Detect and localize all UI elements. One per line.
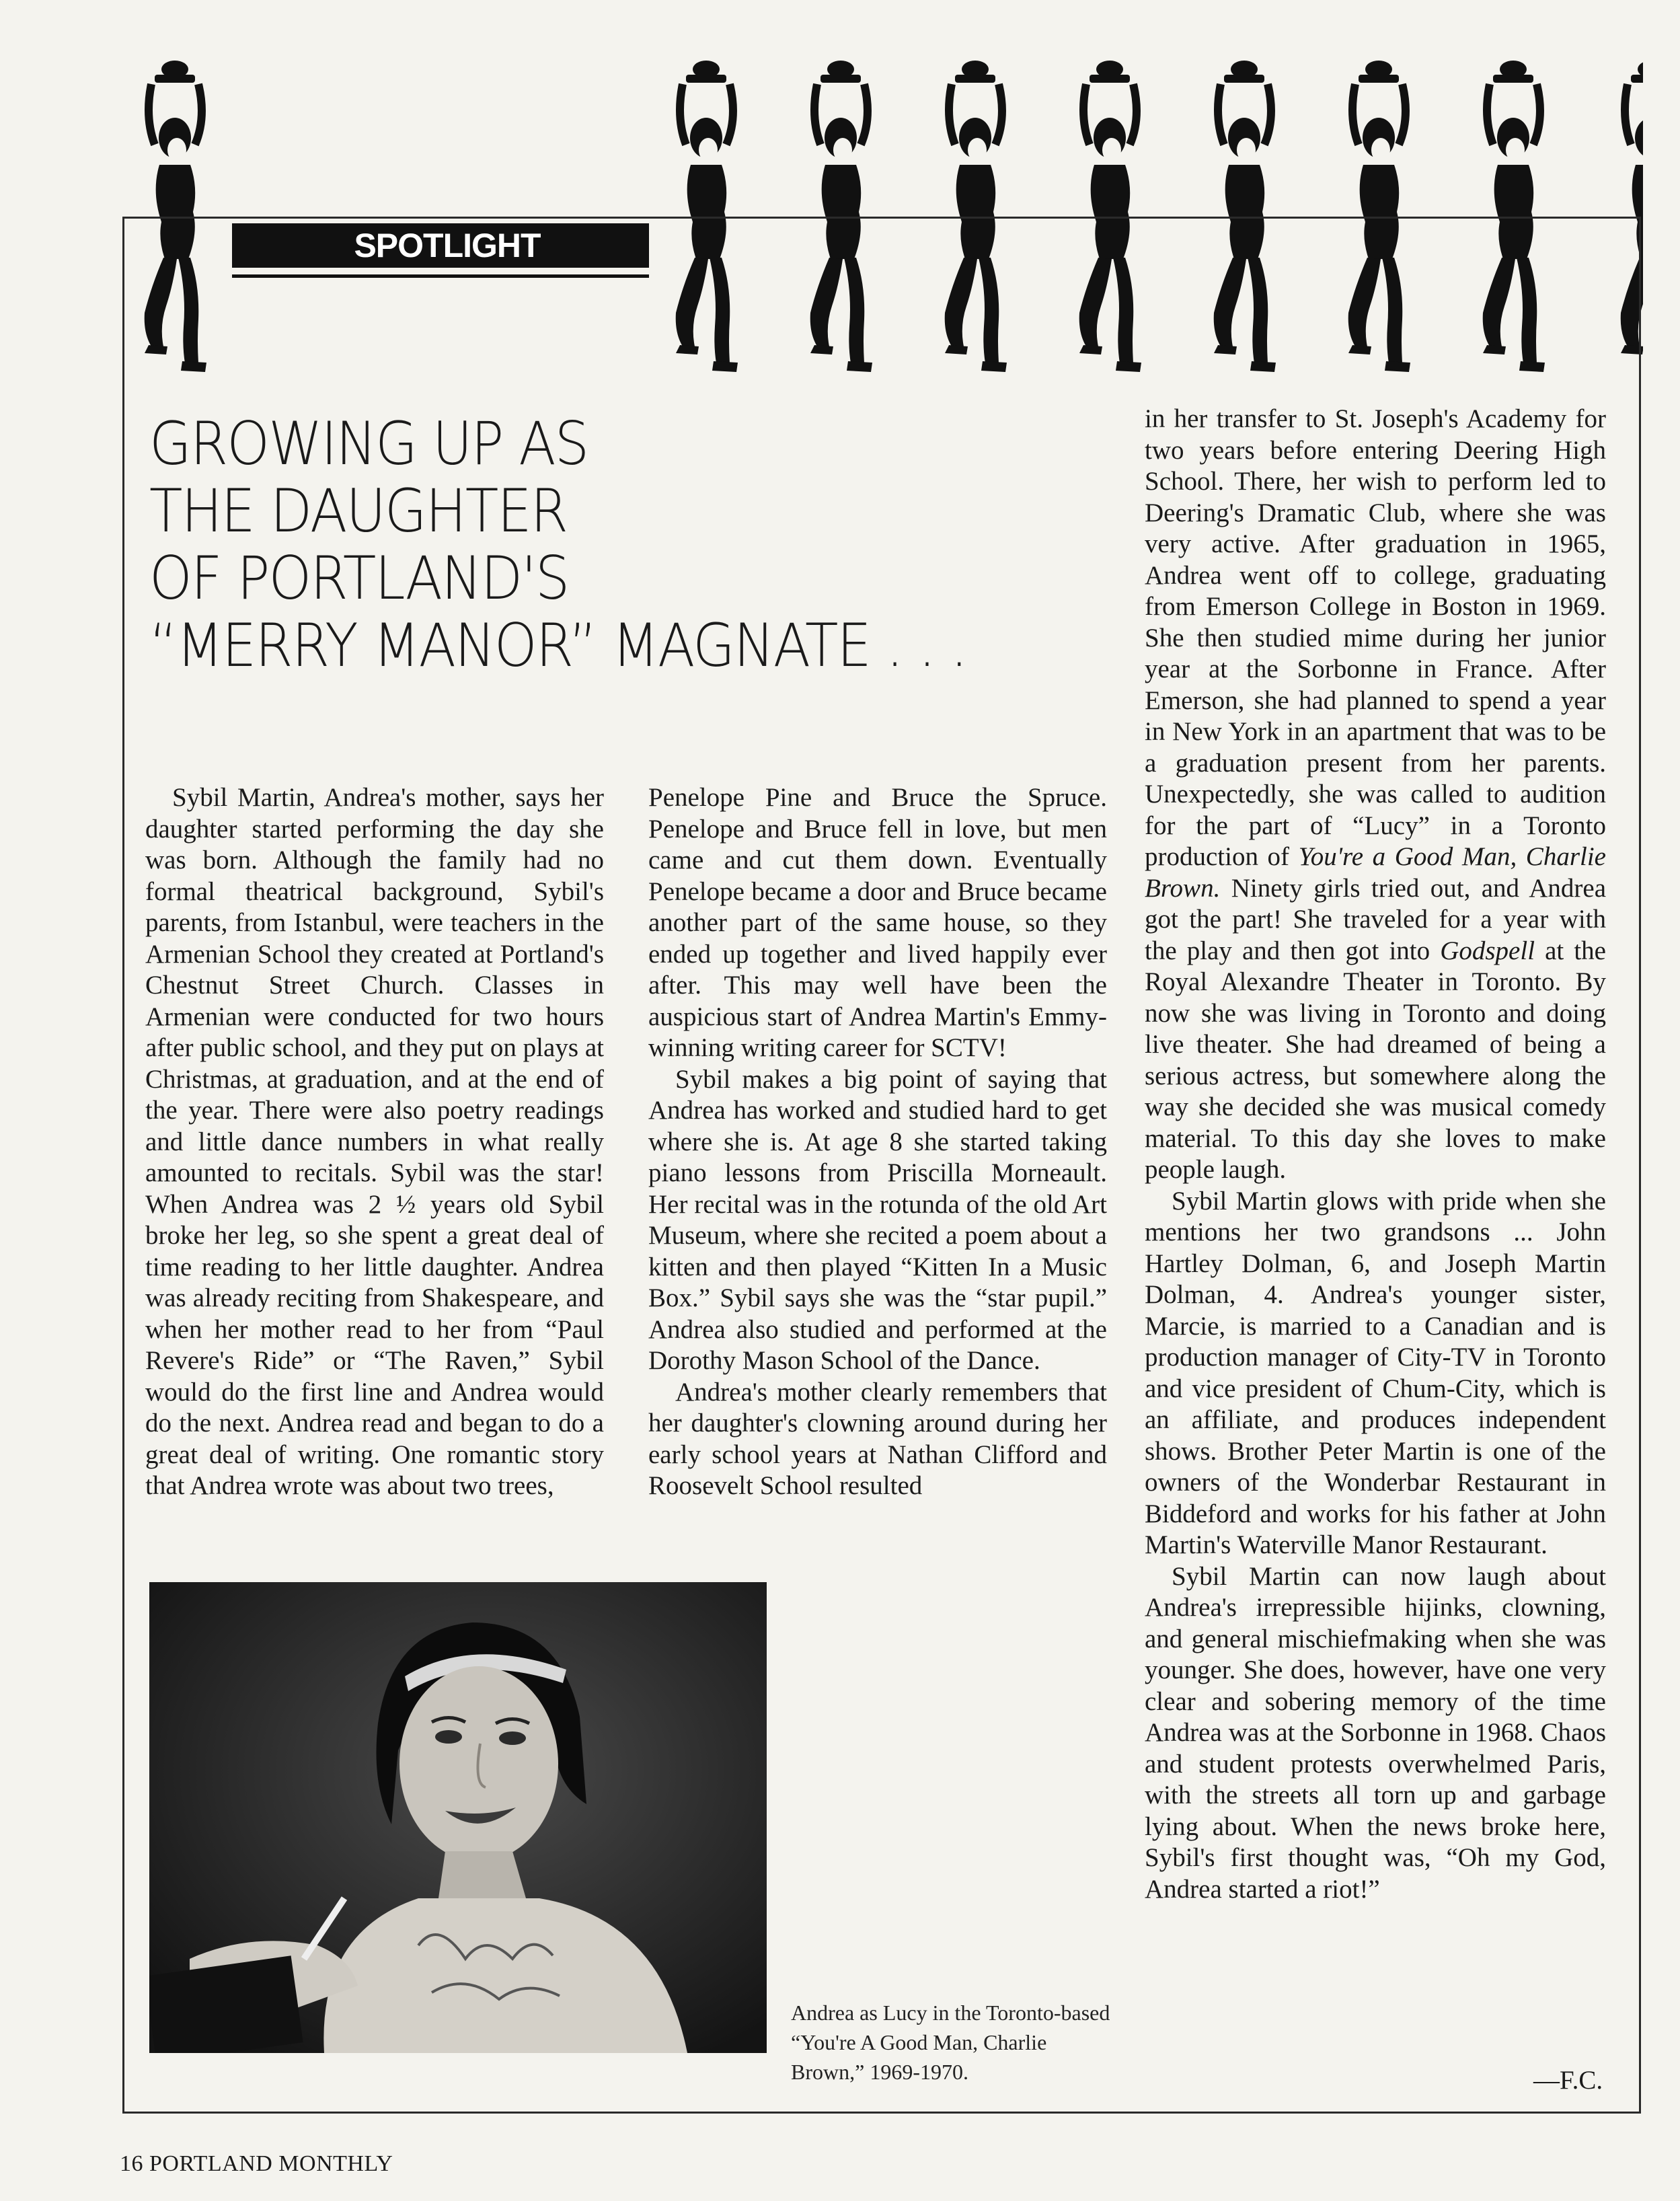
play-title: Godspell <box>1440 936 1535 965</box>
text-run: in her transfer to St. Joseph's Academy for two years before entering Deering High School. There, her wish to perform led to Deering's Dramatic Club, where she was very active. After graduation in 1965, Andrea went off to college, graduating from Emerson College in Boston in 1969. She then studied mime during her junior year at the Sorbonne in France. After Emerson, she had planned to spend a year in New York in an apartment that was to be a graduation present from her parents. Unexpectedly, she was called to audition for the part of “Lucy” in a Toronto production of <box>1145 404 1606 871</box>
section-rule <box>232 274 649 278</box>
photo-andrea-as-lucy <box>149 1582 767 2053</box>
photo-caption: Andrea as Lucy in the Toronto-based “You're A Good Man, Charlie Brown,” 1969-1970. <box>791 2001 1110 2084</box>
headline-line: GROWING UP AS <box>149 409 588 478</box>
paragraph <box>1145 404 1606 1186</box>
headline-line: “MERRY MANOR” MAGNATE . . . <box>149 611 967 680</box>
headline-line: THE DAUGHTER <box>149 476 568 546</box>
article-column-2 <box>648 782 1107 1563</box>
headline-line: OF PORTLAND'S <box>149 544 569 613</box>
text-run: at the Royal Alexandre Theater in Toronto. By now she was living in Toronto and doing live theater. She had dreamed of being a serious actress, but somewhere along the way she decided she was musical comedy material. To this day she loves to make people laugh. <box>1145 936 1606 1184</box>
paragraph: Penelope Pine and Bruce the Spruce. Penelope and Bruce fell in love, but men came and cut them down. Eventually Penelope became a door and Bruce became another part of the same house, so they ended up together and lived happily ever after. This may well have been the auspicious start of Andrea Martin's Emmy-winning writing career for SCTV! <box>648 783 1107 1062</box>
paragraph: Sybil Martin, Andrea's mother, says her daughter started performing the day she was born. Although the family had no formal theatrical background, Sybil's parents, from Istanbul, were teachers in the Armenian School they created at Portland's Chestnut Street Church. Classes in Armenian were conducted for two hours after public school, and they put on plays at Christmas, at graduation, and at the end of the year. There were also poetry readings and little dance numbers in what really amounted to recitals. Sybil was the star! When Andrea was 2 ½ years old Sybil broke her leg, so she spent a great deal of time reading to her little daughter. Andrea was already reciting from Shakespeare, and when her mother read to her from “Paul Revere's Ride” or “The Raven,” Sybil would do the first line and Andrea would do the next. Andrea read and began to do a great deal of writing. One romantic story that Andrea wrote was about two trees, <box>145 783 604 1500</box>
section-label-bar <box>232 223 649 268</box>
portrait-illustration <box>149 1582 767 2053</box>
paragraph: Sybil Martin can now laugh about Andrea's irrepressible hijinks, clowning, and general mischiefmaking when she was younger. She does, however, have one very clear and sobering memory of the time Andrea was at the Sorbonne in 1968. Chaos and student protests overwhelmed Paris, with the streets all torn up and garbage lying about. When the news broke here, Sybil's first thought was, “Oh my God, Andrea started a riot!” <box>1145 1561 1606 1904</box>
article-column-3 <box>1145 404 1606 2018</box>
author-signoff: —F.C. <box>1533 2066 1603 2095</box>
paragraph: Sybil Martin glows with pride when she mentions her two grandsons ... John Hartley Dolman, 6, and Joseph Martin Dolman, 4. Andrea's younger sister, Marcie, is married to a Canadian and is production manager of City-TV in Toronto and vice president of Chum-City, which is an affiliate, and produces independent shows. Brother Peter Martin is one of the owners of the Wonderbar Restaurant in Biddeford and works for his father at John Martin's Waterville Manor Restaurant. <box>1145 1186 1606 1559</box>
page-folio: 16 PORTLAND MONTHLY <box>120 2151 393 2176</box>
text-run: Ninety girls tried out, and Andrea got the part! She traveled for a year with the play and then got into <box>1145 873 1607 965</box>
paragraph: Andrea's mother clearly remembers that her daughter's clowning around during her early school years at Nathan Clifford and Roosevelt School resulted <box>648 1377 1107 1500</box>
paragraph: Sybil makes a big point of saying that Andrea has worked and studied hard to get where she is. At age 8 she started taking piano lessons from Priscilla Morneault. Her recital was in the rotunda of the old Art Museum, where she recited a poem about a kitten and then played “Kitten In a Music Box.” Sybil says she was the “star pupil.” Andrea also studied and performed at the Dorothy Mason School of the Dance. <box>648 1064 1107 1375</box>
play-title: You're a Good Man, Charlie Brown. <box>1145 842 1606 903</box>
article-column-1 <box>145 782 604 1563</box>
headline <box>149 410 1065 679</box>
section-label: SPOTLIGHT <box>354 227 541 264</box>
